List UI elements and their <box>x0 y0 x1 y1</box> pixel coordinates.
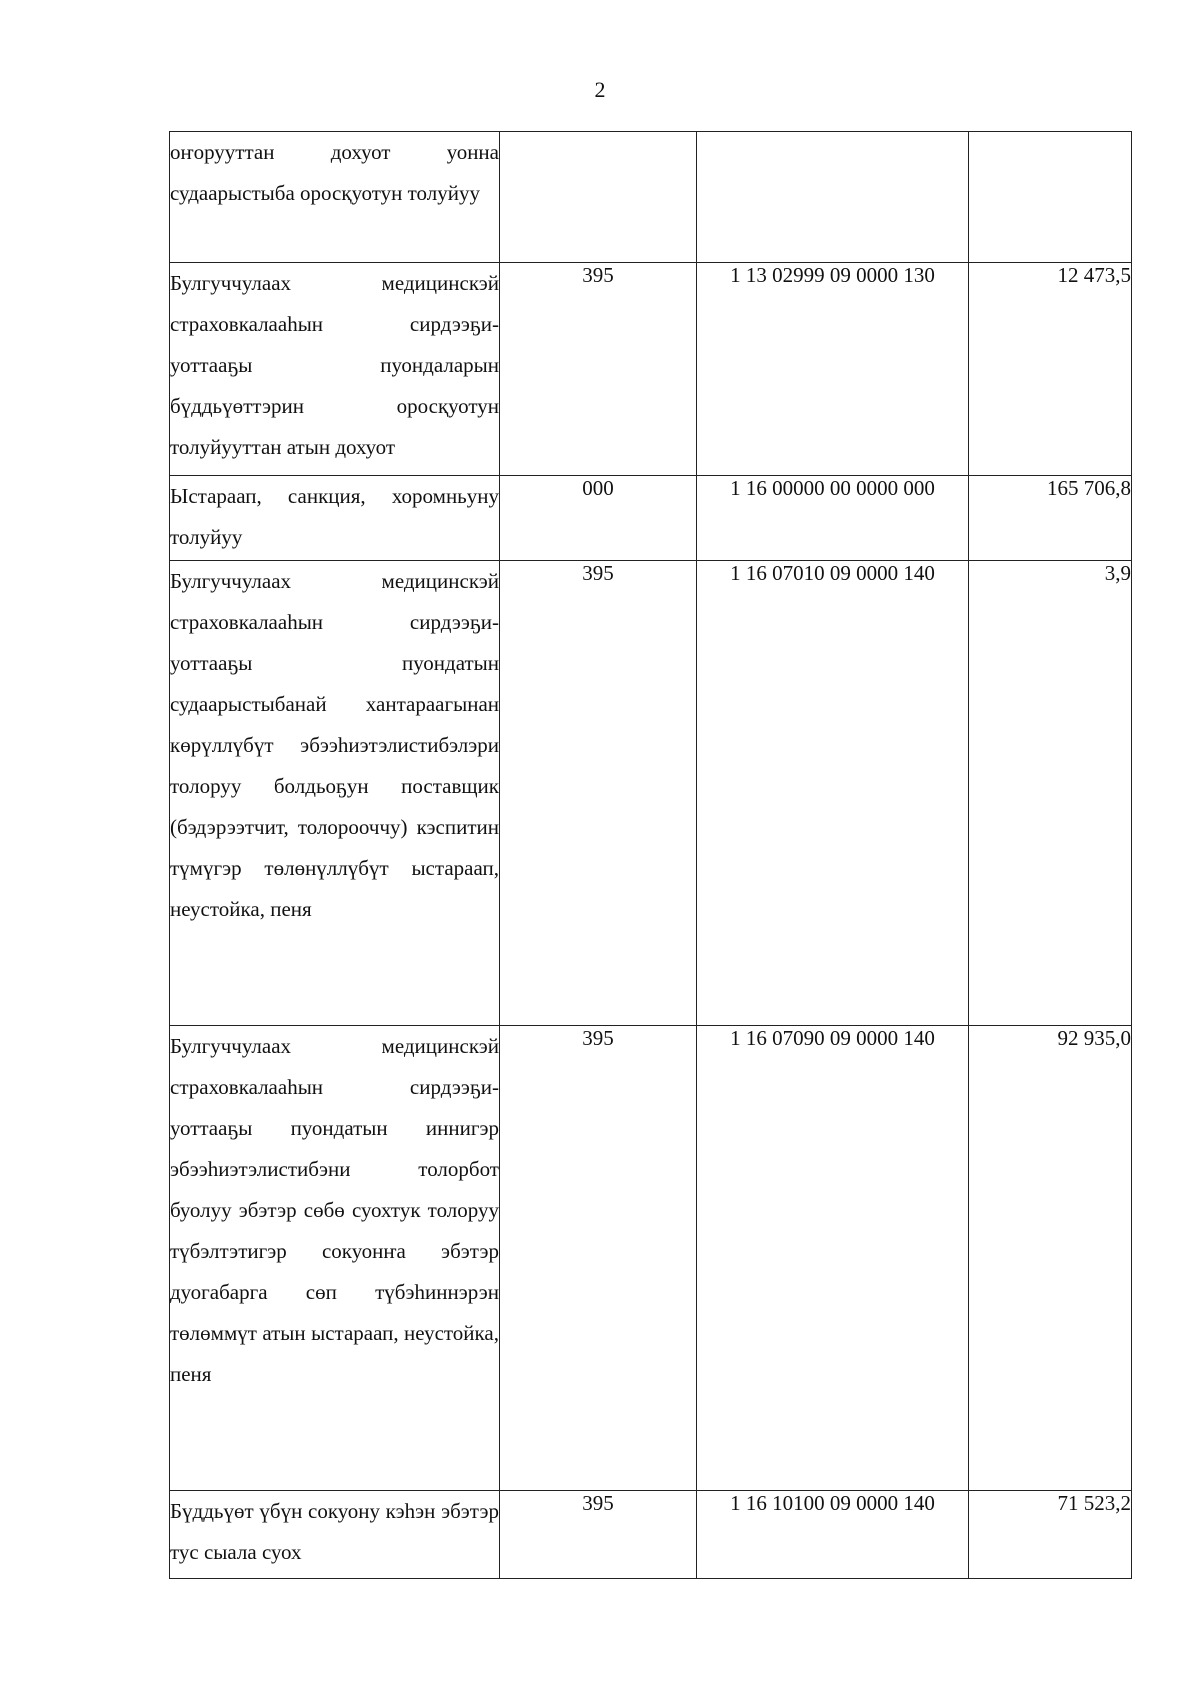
row-budget-code: 1 16 07010 09 0000 140 <box>697 561 969 1026</box>
row-description: Бүддьүөт үбүн сокуону кэһэн эбэтэр тус сыала суох <box>170 1491 500 1579</box>
row-amount: 3,9 <box>969 561 1132 1026</box>
table-row <box>170 476 1132 561</box>
row-admin-code: 395 <box>500 263 697 476</box>
row-description: оҥорууттан дохуот уонна судаарыстыба оросқуотун толуйуу <box>170 132 500 263</box>
row-description: Булгуччулаах медицинскэй страховкалааһын сирдээҕи-уоттааҕы пуондатын иннигэр эбээһиэтэлистибэни толорбот буолуу эбэтэр сөбө суохтук толоруу түбэлтэтигэр сокуонҥа эбэтэр дуогабарга сөп түбэһиннэрэн төлөммүт атын ыстараап, неустойка, пеня <box>170 1026 500 1491</box>
row-budget-code: 1 16 00000 00 0000 000 <box>697 476 969 561</box>
table-row <box>170 1491 1132 1579</box>
table-row <box>170 561 1132 1026</box>
row-description: Булгуччулаах медицинскэй страховкалааһын сирдээҕи-уоттааҕы пуондатын судаарыстыбанай хантараагынан көрүллүбүт эбээһиэтэлистибэлэри толоруу болдьоҕун поставщик (бэдэрээтчит, толорооччу) кэспитин түмүгэр төлөнүллүбүт ыстараап, неустойка, пеня <box>170 561 500 1026</box>
budget-table <box>169 131 1132 1579</box>
row-budget-code: 1 16 10100 09 0000 140 <box>697 1491 969 1579</box>
row-admin-code: 395 <box>500 1491 697 1579</box>
page-number: 2 <box>594 77 606 102</box>
row-amount: 165 706,8 <box>969 476 1132 561</box>
row-admin-code <box>500 132 697 263</box>
row-amount: 92 935,0 <box>969 1026 1132 1491</box>
row-budget-code <box>697 132 969 263</box>
table-row <box>170 1026 1132 1491</box>
row-admin-code: 000 <box>500 476 697 561</box>
row-amount: 71 523,2 <box>969 1491 1132 1579</box>
row-admin-code: 395 <box>500 1026 697 1491</box>
row-description: Ыстараап, санкция, хоромньуну толуйуу <box>170 476 500 561</box>
row-description: Булгуччулаах медицинскэй страховкалааһын сирдээҕи-уоттааҕы пуондаларын бүддьүөттэрин оросқуотун толуйууттан атын дохуот <box>170 263 500 476</box>
row-admin-code: 395 <box>500 561 697 1026</box>
row-budget-code: 1 16 07090 09 0000 140 <box>697 1026 969 1491</box>
row-amount <box>969 132 1132 263</box>
table-row <box>170 263 1132 476</box>
row-amount: 12 473,5 <box>969 263 1132 476</box>
row-budget-code: 1 13 02999 09 0000 130 <box>697 263 969 476</box>
table-row <box>170 132 1132 263</box>
